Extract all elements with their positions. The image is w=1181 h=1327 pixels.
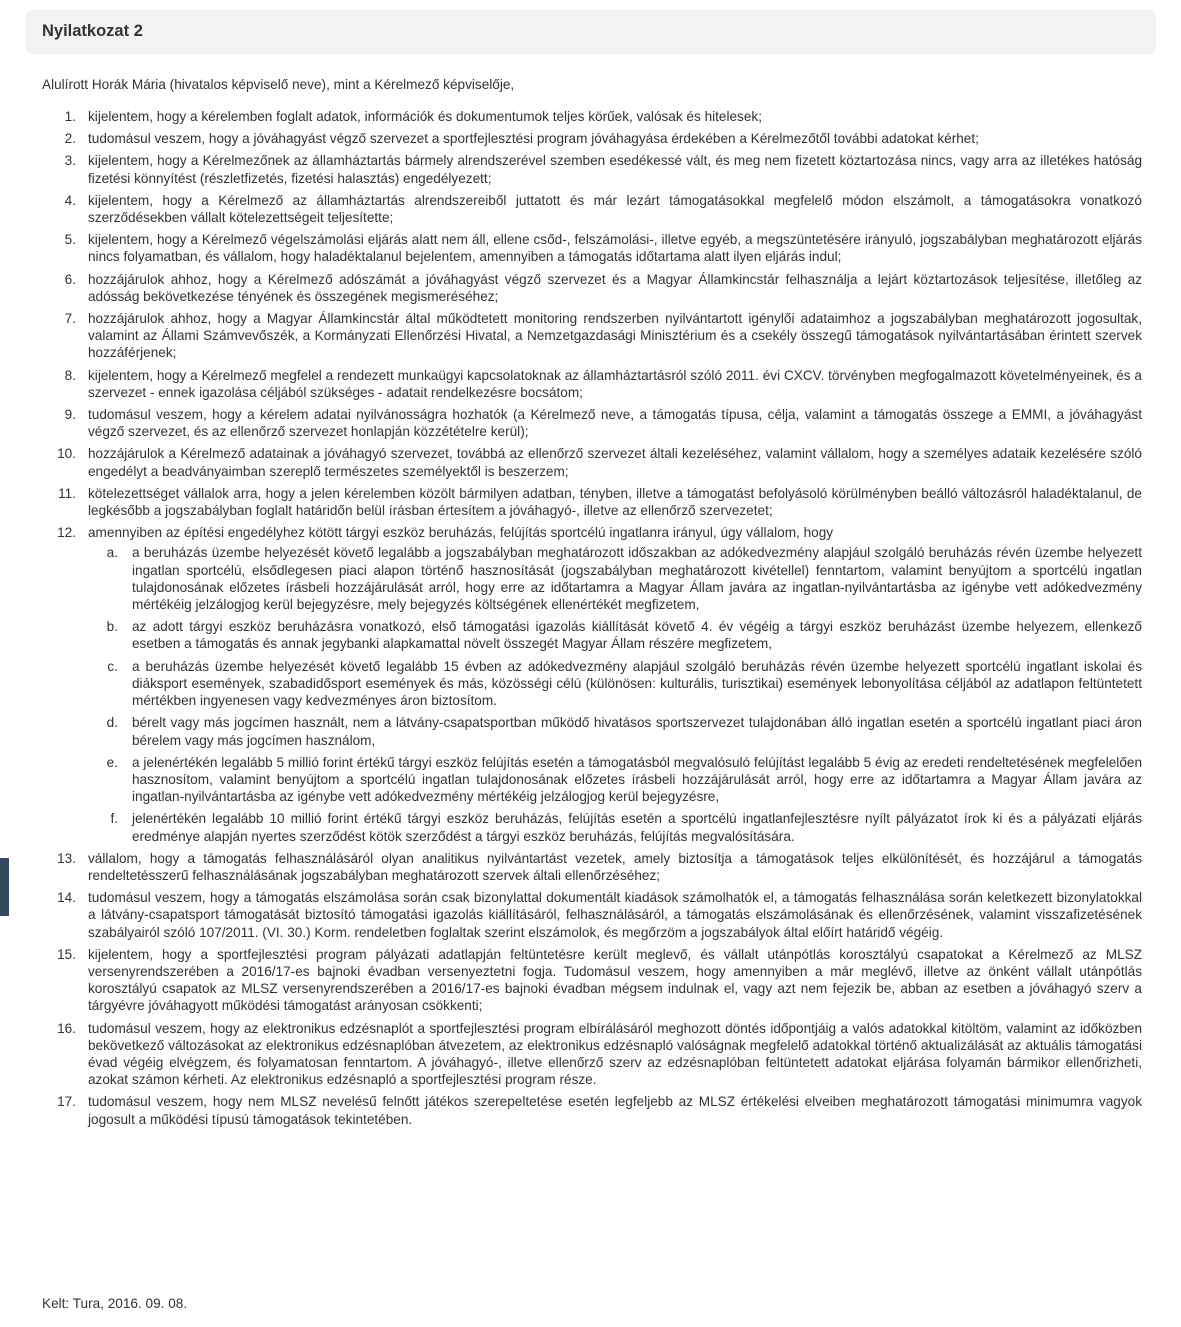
section-title: Nyilatkozat 2 bbox=[42, 22, 143, 40]
item-text: tudomásul veszem, hogy a kérelem adatai nyilvánosságra hozhatók (a Kérelmező neve, a támogatás típusa, célja, valamint a támogatás összege a EMMI, a jóváhagyást végző szervezet, és az ellenőrző szervezet honlapján közzétételre kerül); bbox=[88, 407, 1142, 440]
item-number: 4. bbox=[64, 192, 76, 208]
item-text: kötelezettséget vállalok arra, hogy a jelen kérelemben közölt bármilyen adatban, tényben, illetve a támogatást befolyásoló körülményben beálló változásról haladéktalanul, de legkésőbb a jogszabályban foglalt határidőn belül írásban értesítem a jóváhagyó-, illetve az ellenőrző szervezetet; bbox=[88, 485, 1142, 519]
sub-item bbox=[84, 714, 1142, 748]
item-number: 2. bbox=[64, 131, 76, 147]
sub-item-text: jelenértékén legalább 10 millió forint értékű tárgyi eszköz beruházás, felújítás esetén a sportcélú ingatlanfejlesztésre nyílt pályázatot írok ki és a pályázati eljárás eredménye alapján nyertes szerződést kötök szerződést a tárgyi eszköz beruházás, felújítás megvalósítására. bbox=[132, 811, 1142, 844]
sub-item-letter: a. bbox=[106, 545, 118, 561]
item-text: tudomásul veszem, hogy nem MLSZ nevelésű felnőtt játékos szerepeltetése esetén legfeljebb az MLSZ értékelési elveiben meghatározott támogatási minimumra vagyok jogosult a működési típusú támogatások tekintetében. bbox=[88, 1094, 1142, 1127]
sub-list bbox=[42, 544, 1142, 844]
declaration-item bbox=[42, 485, 1142, 519]
sub-item-text: a beruházás üzembe helyezését követő legalább a jogszabályban meghatározott időszakban az adókedvezmény alapjául szolgáló beruházás révén üzembe helyezett ingatlan sportcélú, elsődlegesen piaci alapon történő hasznosítását (jogszabályban meghatározott kivétellel) fenntartom, valamint benyújtom a sportcélú ingatlan tulajdonosának előzetes írásbeli hozzájárulását arról, hogy erre az időtartamra a Magyar Állam javára az ingatlan-nyilvántartásba az igénybe vett adókedvezmény mértékéig jelzálogjog kerül bejegyzésre, mely bejegyzés költségének ellenértékét megfizetem, bbox=[132, 545, 1142, 613]
sub-item bbox=[84, 618, 1142, 652]
item-text: kijelentem, hogy a Kérelmező az államháztartás alrendszereiből juttatott és már lezárt támogatásokkal megfelelő módon elszámolt, a támogatásokra vonatkozó szerződésekben vállalt kötelezettségeit teljesítette; bbox=[88, 192, 1142, 226]
item-number: 7. bbox=[64, 311, 76, 327]
declaration-item bbox=[42, 946, 1142, 1015]
sub-item bbox=[84, 544, 1142, 613]
declaration-item bbox=[42, 406, 1142, 440]
sub-item-text: a beruházás üzembe helyezését követő legalább 15 évben az adókedvezmény alapjául szolgáló beruházás révén üzembe helyezett sportcélú ingatlant iskolai és diáksport események, szabadidősport események és más, közösségi célú (különösen: kulturális, turisztikai) események lebonyolítása céljából az adatlapon feltüntetett mértékben ingyenesen vagy kedvezményes áron biztosítom. bbox=[132, 658, 1142, 709]
item-number: 17. bbox=[57, 1094, 76, 1110]
sub-item-letter: d. bbox=[106, 715, 118, 731]
declaration-item bbox=[42, 130, 1142, 147]
sub-item bbox=[84, 658, 1142, 710]
declaration-item bbox=[42, 271, 1142, 305]
declaration-item bbox=[42, 1020, 1142, 1089]
declaration-item bbox=[42, 192, 1142, 226]
item-text: hozzájárulok a Kérelmező adatainak a jóváhagyó szervezet, továbbá az ellenőrző szervezet általi kezeléséhez, valamint vállalom, hogy a személyes adataik kezelésére szóló engedélyt a beadványaimban szereplő természetes személyektől is beszerzem; bbox=[88, 446, 1142, 479]
item-number: 13. bbox=[57, 850, 76, 866]
declaration-item bbox=[42, 108, 1142, 125]
declaration-item bbox=[42, 152, 1142, 186]
item-number: 10. bbox=[57, 446, 76, 462]
item-number: 12. bbox=[57, 525, 76, 541]
sub-item-text: bérelt vagy más jogcímen használt, nem a látvány-csapatsportban működő hivatásos sportszervezet tulajdonában álló ingatlan esetén a sportcélú ingatlant piaci áron bérelem vagy más jogcímen használom, bbox=[132, 715, 1142, 748]
declaration-item bbox=[42, 445, 1142, 479]
item-number: 15. bbox=[57, 946, 76, 962]
intro-text: Alulírott Horák Mária (hivatalos képviselő neve), mint a Kérelmező képviselője, bbox=[42, 77, 515, 92]
section-header bbox=[26, 10, 1156, 54]
item-text: kijelentem, hogy a Kérelmező végelszámolási eljárás alatt nem áll, ellene csőd-, felszámolási-, illetve egyéb, a megszüntetésére irányuló, jogszabályban meghatározott eljárás nincs folyamatban, és vállalom, hogy haladéktalanul bejelentem, amennyiben a támogatás időtartama alatt ilyen eljárás indul; bbox=[88, 232, 1142, 265]
item-text: hozzájárulok ahhoz, hogy a Kérelmező adószámát a jóváhagyást végző szervezet és a Magyar Államkincstár felhasználja a lejárt köztartozások teljesítése, illetőleg az adósság bekövetkezése tényének és összegének megismeréséhez; bbox=[88, 271, 1142, 304]
declaration-list bbox=[42, 108, 1142, 1133]
item-number: 9. bbox=[64, 407, 76, 423]
side-marker bbox=[0, 858, 9, 916]
item-number: 3. bbox=[64, 153, 76, 169]
item-text: amennyiben az építési engedélyhez kötött tárgyi eszköz beruházás, felújítás sportcélú ingatlanra irányul, úgy vállalom, hogy bbox=[88, 525, 834, 541]
declaration-item bbox=[42, 367, 1142, 401]
declaration-item bbox=[42, 1093, 1142, 1127]
item-number: 14. bbox=[57, 890, 76, 906]
item-text: hozzájárulok ahhoz, hogy a Magyar Államkincstár által működtetett monitoring rendszerben nyilvántartott igénylői adataimhoz a jogszabályban meghatározott jogosultak, valamint az Állami Számvevőszék, a Kormányzati Ellenőrzési Hivatal, a Nemzetgazdasági Minisztérium és a csekély összegű támogatások nyilvántartásában érintett szervek hozzáférjenek; bbox=[88, 311, 1142, 361]
item-number: 5. bbox=[64, 232, 76, 248]
item-number: 6. bbox=[64, 271, 76, 287]
item-text: tudomásul veszem, hogy az elektronikus edzésnaplót a sportfejlesztési program elbírálásáról meghozott döntés időpontjáig a valós adatokkal kitöltöm, valamint az időközben bekövetkező változásokat az elektronikus edzésnaplóban átvezetem, az elektronikus edzésnapló valóságnak megfelelő adatokkal történő aktualizálását az aktuális támogatási évad végéig elvégzem, és folyamatosan fenntartom. A jóváhagyó-, illetve ellenőrző szerv az edzésnaplóban feltüntetett adatokat eljárása folyamán bármikor ellenőrizheti, azokat számon kérheti. Az elektronikus edzésnapló a sportfejlesztési program része. bbox=[88, 1020, 1142, 1088]
declaration-item bbox=[42, 231, 1142, 265]
item-text: tudomásul veszem, hogy a jóváhagyást végző szervezet a sportfejlesztési program jóváhagyása érdekében a Kérelmezőtől további adatokat kérhet; bbox=[88, 131, 979, 147]
declaration-item bbox=[42, 850, 1142, 884]
declaration-item bbox=[42, 524, 1142, 844]
item-text: vállalom, hogy a támogatás felhasználásáról olyan analitikus nyilvántartást vezetek, amely biztosítja a támogatások teljes elkülönítését, és hozzájárul a támogatás rendeltetésszerű felhasználásának jogszabályban meghatározott szervek általi ellenőrzéséhez; bbox=[88, 850, 1142, 883]
item-text: kijelentem, hogy a sportfejlesztési program pályázati adatlapján feltüntetésre került meglevő, és vállalt utánpótlás korosztályú csapatokat a Kérelmező az MLSZ versenyrendszerében a 2016/17-es bajnoki évadban versenyeztetni fogja. Tudomásul veszem, hogy amennyiben a már meglévő, illetve az önként vállalt utánpótlás korosztályú csapatok az MLSZ versenyrendszerében a 2016/17-es bajnoki évadban mégsem indulnak el, vagy azt nem fejezik be, abban az esetben a jóváhagyó szerv a tárgyévre jóváhagyott működési támogatást arányosan csökkenti; bbox=[88, 946, 1142, 1014]
item-text: kijelentem, hogy a Kérelmező megfelel a rendezett munkaügyi kapcsolatoknak az államháztartásról szóló 2011. évi CXCV. törvényben megfogalmazott követelményeinek, és a szervezet - ennek igazolása céljából szükséges - adatait rendelkezésre bocsátom; bbox=[88, 367, 1142, 400]
item-text: tudomásul veszem, hogy a támogatás elszámolása során csak bizonylattal dokumentált kiadások számolhatók el, a támogatás felhasználása során keletkezett bizonylatokkal a látvány-csapatsport támogatását biztosító támogatási igazolás kiállításáról, felhasználásáról, a támogatás elszámolásának és ellenőrzésének, valamint visszafizetésének szabályairól szóló 107/2011. (VI. 30.) Korm. rendeletben foglaltak szerint elszámolok, és megőrzöm a jogszabályok által előírt határidő végéig. bbox=[88, 890, 1142, 940]
item-number: 1. bbox=[64, 109, 76, 124]
item-number: 16. bbox=[57, 1020, 76, 1036]
sub-item-letter: e. bbox=[106, 754, 118, 770]
sub-item-text: az adott tárgyi eszköz beruházásra vonatkozó, első támogatási igazolás kiállítását követő 4. év végéig a tárgyi eszköz beruházást üzembe helyezem, ellenkező esetben a támogatás és annak jegybanki alapkamattal növelt összegét Magyar Állam részére megfizetem, bbox=[132, 619, 1142, 652]
item-text: kijelentem, hogy a Kérelmezőnek az államháztartás bármely alrendszerével szemben esedékessé vált, és meg nem fizetett köztartozása nincs, vagy arra az illetékes hatóság fizetési könnyítést (részletfizetés, fizetési halasztás) engedélyezett; bbox=[88, 153, 1142, 186]
sub-item-letter: b. bbox=[106, 619, 118, 635]
date-place-line: Kelt: Tura, 2016. 09. 08. bbox=[42, 1296, 188, 1311]
declaration-item bbox=[42, 889, 1142, 941]
sub-item bbox=[84, 754, 1142, 806]
sub-item-letter: c. bbox=[107, 658, 118, 674]
item-number: 8. bbox=[64, 367, 76, 383]
item-text: kijelentem, hogy a kérelemben foglalt adatok, információk és dokumentumok teljes körűek, valósak és hitelesek; bbox=[88, 109, 762, 124]
declaration-item bbox=[42, 310, 1142, 362]
sub-item bbox=[84, 810, 1142, 844]
item-number: 11. bbox=[58, 485, 76, 501]
sub-item-text: a jelenértékén legalább 5 millió forint értékű tárgyi eszköz felújítás esetén a támogatásból megvalósuló felújítást legalább 5 évig az eredeti rendeltetésének megfelelően hasznosítom, valamint benyújtom a sportcélú ingatlan tulajdonosának előzetes írásbeli hozzájárulását arról, hogy erre az időtartamra a Magyar Állam javára az ingatlan-nyilvántartásba az igénybe vett adókedvezmény mértékéig jelzálogjog kerül bejegyzésre, bbox=[132, 754, 1142, 805]
sub-item-letter: f. bbox=[110, 811, 118, 827]
